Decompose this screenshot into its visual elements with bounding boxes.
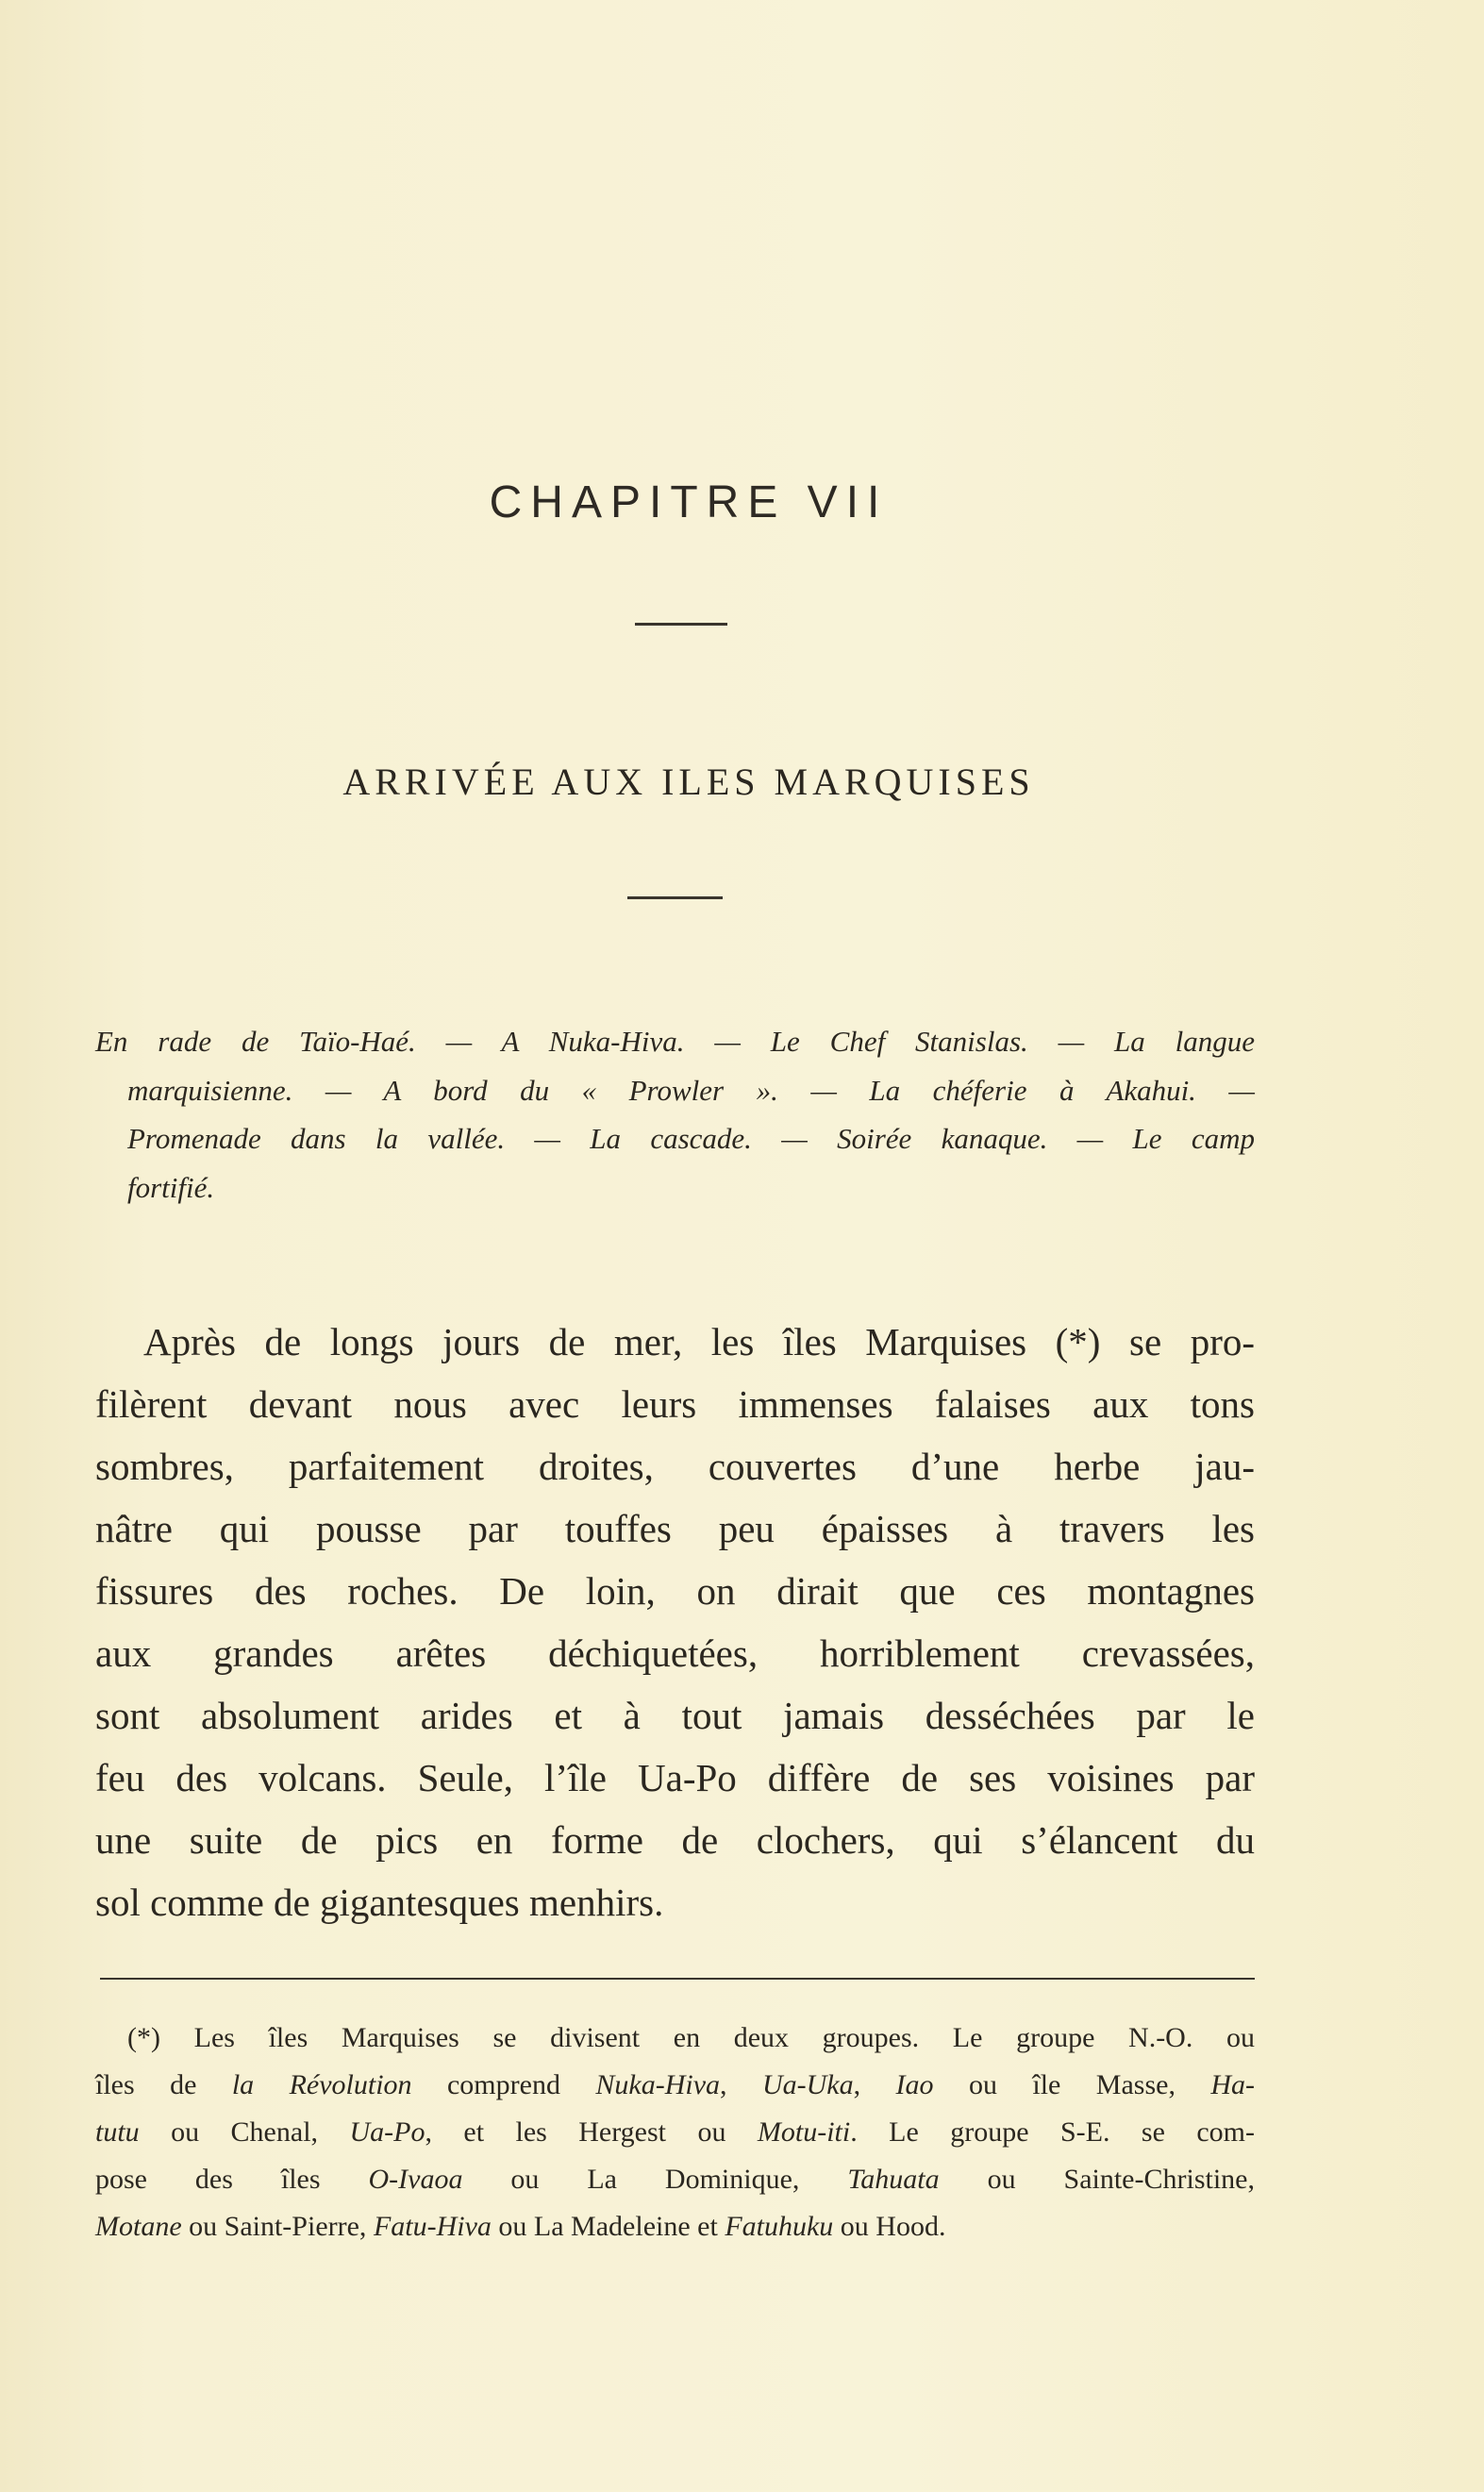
body-line: une suite de pics en forme de clochers, qui s’élancent du: [95, 1818, 1255, 1862]
summary-line: marquisienne. — A bord du « Prowler ». — La chéferie à Akahui. —: [127, 1073, 1255, 1107]
italic-term: Ua-Uka: [761, 2069, 854, 2100]
footnote-text: ou La Dominique,: [462, 2164, 848, 2195]
divider-rule: [635, 623, 727, 626]
italic-term: Ua-Po: [349, 2116, 425, 2148]
footnote-text: îles de: [95, 2069, 232, 2100]
footnote-line: [127, 2022, 1255, 2060]
footnote-line: [95, 2164, 1255, 2201]
footnote-line: [95, 2116, 1255, 2154]
body-line: sombres, parfaitement droites, couvertes d’une herbe jau-: [95, 1445, 1255, 1488]
footnote-line: [95, 2211, 1255, 2249]
body-line: aux grandes arêtes déchiquetées, horriblement crevassées,: [95, 1631, 1255, 1675]
italic-term: Iao: [895, 2069, 934, 2100]
footnote-text: pose des îles: [95, 2164, 369, 2195]
chapter-title: ARRIVÉE AUX ILES MARQUISES: [342, 761, 1035, 803]
footnote-text: , et les Hergest ou: [425, 2116, 758, 2148]
italic-term: Motu-iti: [757, 2116, 851, 2148]
footnote-text: . Le groupe S-E. se com-: [850, 2116, 1255, 2148]
footnote-line: [95, 2069, 1255, 2107]
italic-term: Fatu-Hiva: [373, 2211, 492, 2242]
footnote-text: ou île Masse,: [933, 2069, 1211, 2100]
footnote-text: ou Saint-Pierre,: [181, 2211, 374, 2242]
divider-rule: [627, 896, 723, 899]
body-line: sol comme de gigantesques menhirs.: [95, 1881, 664, 1924]
body-line: sont absolument arides et à tout jamais desséchées par le: [95, 1694, 1255, 1737]
italic-term: O-Ivaoa: [368, 2164, 463, 2195]
body-line: feu des volcans. Seule, l’île Ua-Po diffère de ses voisines par: [95, 1756, 1255, 1799]
footnote-text: ou Chenal,: [139, 2116, 350, 2148]
body-line: nâtre qui pousse par touffes peu épaisses à travers les: [95, 1507, 1255, 1550]
summary-line: Promenade dans la vallée. — La cascade. — Soirée kanaque. — Le camp: [127, 1122, 1255, 1155]
italic-term: Tahuata: [847, 2164, 940, 2195]
footnote-text: ou Sainte-Christine,: [939, 2164, 1255, 2195]
italic-term: la Révolution: [231, 2069, 412, 2100]
summary-line: fortifié.: [127, 1170, 215, 1204]
italic-term: Ha-: [1210, 2069, 1256, 2100]
footnote-rule: [100, 1978, 1255, 1980]
body-line: filèrent devant nous avec leurs immenses falaises aux tons: [95, 1382, 1255, 1426]
footnote-text: ou Hood.: [833, 2211, 946, 2242]
italic-term: Fatuhuku: [725, 2211, 834, 2242]
footnote-text: ,: [853, 2069, 896, 2100]
footnote-text: (*) Les îles Marquises se divisent en deux groupes. Le groupe N.-O. ou: [127, 2022, 1255, 2053]
summary-line: En rade de Taïo-Haé. — A Nuka-Hiva. — Le Chef Stanislas. — La langue: [95, 1025, 1255, 1058]
footnote-text: ou La Madeleine et: [491, 2211, 725, 2242]
body-line: Après de longs jours de mer, les îles Marquises (*) se pro-: [143, 1320, 1255, 1363]
italic-term: tutu: [95, 2116, 140, 2148]
chapter-heading: CHAPITRE VII: [489, 477, 889, 527]
body-line: fissures des roches. De loin, on dirait que ces montagnes: [95, 1569, 1255, 1613]
italic-term: Nuka-Hiva: [595, 2069, 721, 2100]
italic-term: Motane: [95, 2211, 182, 2242]
footnote-text: comprend: [411, 2069, 596, 2100]
footnote-text: ,: [720, 2069, 762, 2100]
